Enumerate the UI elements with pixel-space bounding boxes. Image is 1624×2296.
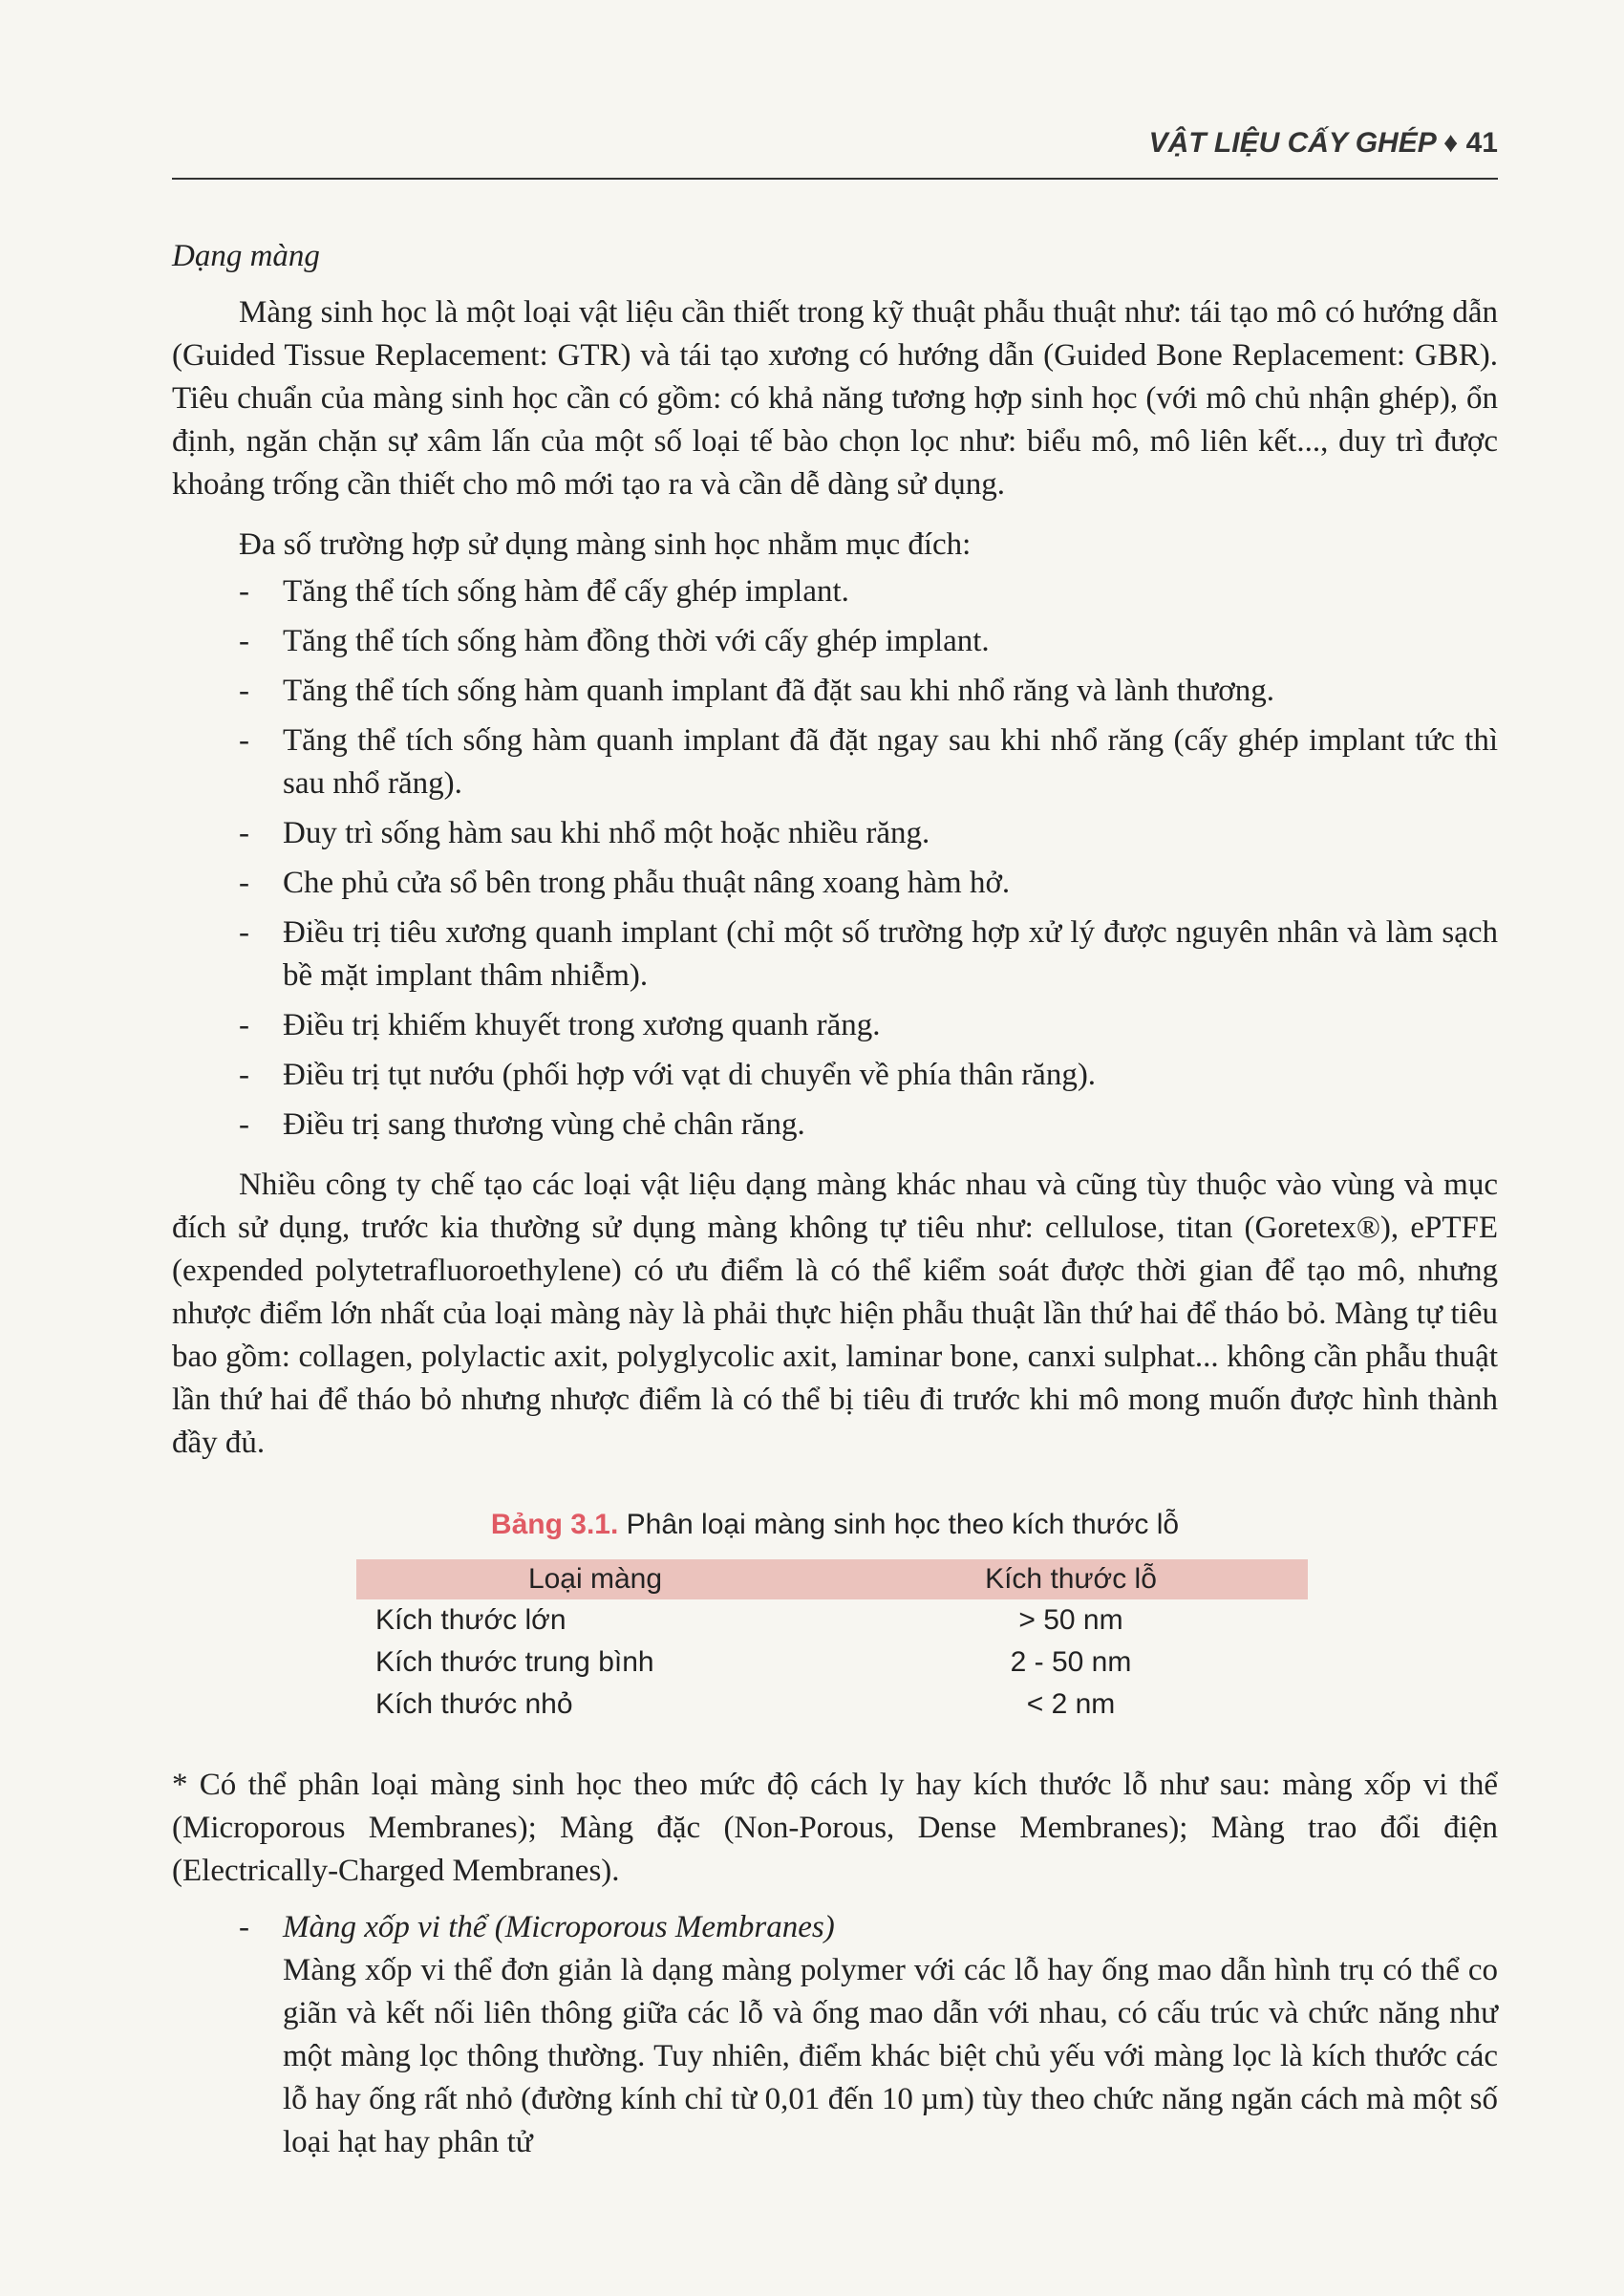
list-item: - Duy trì sống hàm sau khi nhổ một hoặc nhiều răng.: [239, 812, 1498, 855]
purpose-lead: Đa số trường hợp sử dụng màng sinh học nhằm mục đích:: [239, 527, 972, 562]
header-rule: [172, 178, 1498, 180]
page-content: [172, 235, 1498, 2164]
table-header-row: [356, 1559, 1308, 1599]
list-item: - Tăng thể tích sống hàm quanh implant đã đặt sau khi nhổ răng và lành thương.: [239, 670, 1498, 713]
table-row: [356, 1684, 1308, 1726]
list-item: - Tăng thể tích sống hàm để cấy ghép implant.: [239, 570, 1498, 613]
column-header-membrane-type: Loại màng: [356, 1559, 834, 1599]
table-cell: Kích thước trung bình: [375, 1646, 654, 1678]
table-caption: [172, 1503, 1498, 1546]
table-cell: < 2 nm: [1026, 1688, 1116, 1720]
list-item: - Điều trị tụt nướu (phối hợp với vạt di chuyển về phía thân răng).: [239, 1054, 1498, 1097]
microporous-text: Màng xốp vi thể đơn giản là dạng màng polymer với các lỗ hay ống mao dẫn hình trụ có thể co giãn và kết nối liên thông giữa các lỗ và ống mao dẫn với nhau, có cấu trúc và chức năng như một màng lọc thông thường. Tuy nhiên, điểm khác biệt chủ yếu với màng lọc là kích thước các lỗ hay ống rất nhỏ (đường kính chỉ từ 0,01 đến 10 µm) tùy theo chức năng ngăn cách mà một số loại hạt hay phân tử: [283, 1953, 1498, 2159]
section-title: Dạng màng: [172, 239, 320, 273]
classification-note: * Có thể phân loại màng sinh học theo mức độ cách ly hay kích thước lỗ như sau: màng xốp vi thể (Microporous Membranes); Màng đặc (Non-Porous, Dense Membranes); Màng trao đổi điện (Electrically-Charged Membranes).: [172, 1768, 1498, 1888]
list-item: - Che phủ cửa sổ bên trong phẫu thuật nâng xoang hàm hở.: [239, 862, 1498, 905]
list-item: - Tăng thể tích sống hàm quanh implant đã đặt ngay sau khi nhổ răng (cấy ghép implant tức thì sau nhổ răng).: [239, 719, 1498, 805]
materials-paragraph: Nhiều công ty chế tạo các loại vật liệu dạng màng khác nhau và cũng tùy thuộc vào vùng và mục đích sử dụng, trước kia thường sử dụng màng không tự tiêu như: cellulose, titan (Goretex®), ePTFE (expended polytetrafluoroethylene) có ưu điểm là có thể kiểm soát được thời gian để tạo mô, nhưng nhược điểm lớn nhất của loại màng này là phải thực hiện phẫu thuật lần thứ hai để tháo bỏ. Màng tự tiêu bao gồm: collagen, polylactic axit, polyglycolic axit, laminar bone, canxi sulphat... không cần phẫu thuật lần thứ hai để tháo bỏ nhưng nhược điểm là có thể bị tiêu đi trước khi mô mong muốn được hình thành đầy đủ.: [172, 1168, 1498, 1460]
dash-bullet: -: [239, 1910, 249, 1944]
page-number: 41: [1465, 127, 1498, 159]
table-cell: > 50 nm: [1018, 1604, 1123, 1636]
diamond-separator-icon: ♦: [1442, 127, 1459, 159]
microporous-subsection: [239, 1906, 1498, 2164]
purpose-list: [239, 570, 1498, 1147]
list-item: - Điều trị sang thương vùng chẻ chân răng.: [239, 1104, 1498, 1147]
membrane-classification-table: [356, 1559, 1308, 1726]
table-cell: Kích thước lớn: [375, 1604, 566, 1636]
table-caption-label: Bảng 3.1.: [490, 1509, 619, 1540]
microporous-title: Màng xốp vi thể (Microporous Membranes): [283, 1910, 835, 1944]
table-cell: 2 - 50 nm: [1010, 1646, 1132, 1678]
list-item: - Tăng thể tích sống hàm đồng thời với cấy ghép implant.: [239, 620, 1498, 663]
intro-paragraph: Màng sinh học là một loại vật liệu cần thiết trong kỹ thuật phẫu thuật như: tái tạo mô có hướng dẫn (Guided Tissue Replacement: GTR) và tái tạo xương có hướng dẫn (Guided Bone Replacement: GBR). Tiêu chuẩn của màng sinh học cần có gồm: có khả năng tương hợp sinh học (với mô chủ nhận ghép), ổn định, ngăn chặn sự xâm lấn của một số loại tế bào chọn lọc như: biểu mô, mô liên kết..., duy trì được khoảng trống cần thiết cho mô mới tạo ra và cần dễ dàng sử dụng.: [172, 295, 1498, 502]
running-title: VẬT LIỆU CẤY GHÉP: [1148, 127, 1436, 159]
table-caption-text: Phân loại màng sinh học theo kích thước lỗ: [626, 1509, 1180, 1540]
list-item: - Điều trị tiêu xương quanh implant (chỉ một số trường hợp xử lý được nguyên nhân và làm sạch bề mặt implant thâm nhiễm).: [239, 912, 1498, 998]
list-item: - Điều trị khiếm khuyết trong xương quanh răng.: [239, 1004, 1498, 1047]
table-row: [356, 1599, 1308, 1642]
table-row: [356, 1642, 1308, 1684]
column-header-pore-size: Kích thước lỗ: [834, 1559, 1308, 1599]
table-cell: Kích thước nhỏ: [375, 1688, 573, 1720]
running-header: [172, 127, 1498, 160]
